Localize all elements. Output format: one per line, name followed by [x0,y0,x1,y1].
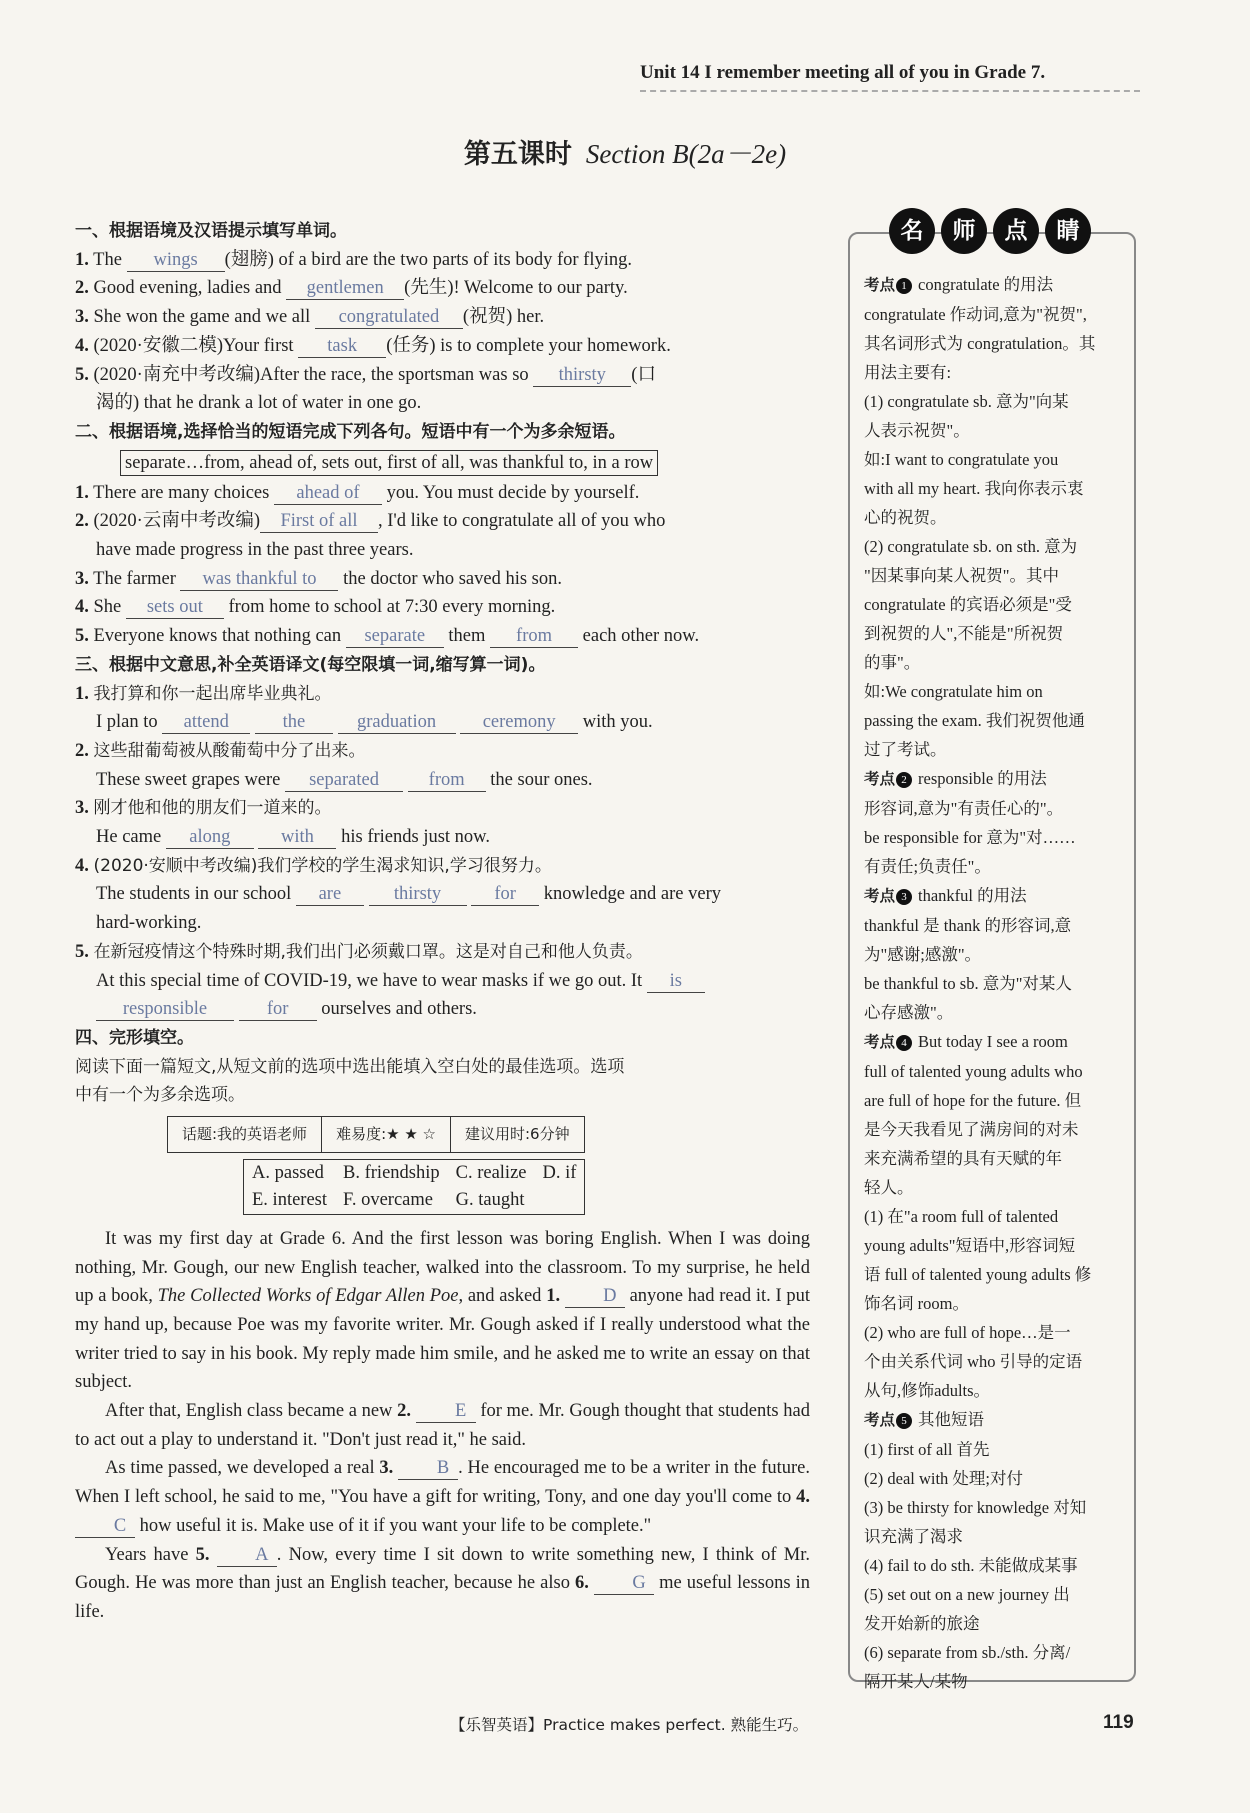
tip-line: 来充满希望的具有天赋的年 [864,1149,1062,1168]
s1-q1: 1. The wings (翅膀) of a bird are the two parts of its body for flying. [75,249,632,270]
tip-line: (2) who are full of hope…是一 [864,1323,1071,1342]
s1-q5-cont: 渴的) that he drank a lot of water in one go. [96,393,422,414]
section3-heading: 三、根据中文意思,补全英语译文(每空限填一词,缩写算一词)。 [75,654,546,675]
tip-line: 轻人。 [864,1178,914,1197]
tip-line: 有责任;负责任"。 [864,857,991,876]
lesson-title-cn: 第五课时 [463,139,572,169]
tip-line: 人表示祝贺"。 [864,421,970,440]
lesson-title [0,132,1250,171]
footer-slogan: 【乐智英语】Practice makes perfect. 熟能生巧。 [450,1716,809,1734]
tip-line: (1) congratulate sb. 意为"向某 [864,392,1069,411]
answer-blank: D [565,1285,625,1308]
cloze-paragraph-1: It was my first day at Grade 6. And the first lesson was boring English. When I was doing nothing, Mr. Gough, our new English teacher, walked into the classroom. To my surprise, he held up a book, The Collected Works of Edgar Allen Poe, and asked 1. D anyone had read it. I put my hand up, because Poe was my favorite writer. Mr. Gough asked if I really understood what the writer tried to say in his book. My reply made him smile, and he asked me to write an essay on that subject. [75,1228,811,1393]
tip-line: thankful 是 thank 的形容词,意 [864,916,1072,935]
exercise-column [75,217,810,1627]
tip-line: 从句,修饰adults。 [864,1381,991,1400]
tip-line: (2) deal with 处理;对付 [864,1469,1024,1488]
s4-instructions: 阅读下面一篇短文,从短文前的选项中选出能填入空白处的最佳选项。选项 [75,1056,625,1077]
tip-line: 隔开某人/某物 [864,1672,968,1691]
tip-line: (1) 在"a room full of talented [864,1207,1059,1226]
answer-blank: graduation [338,711,456,734]
option: B. friendship [343,1162,440,1183]
tip-line: 的事"。 [864,653,921,672]
kp3-title: 考点 3 thankful 的用法 [864,886,1027,905]
answer-blank: along [166,826,254,849]
tip-line: congratulate 作动词,意为"祝贺", [864,305,1087,324]
tip-line: are full of hope for the future. 但 [864,1091,1082,1110]
topic-cell: 话题:我的英语老师 [168,1117,322,1153]
answer-blank: First of all [260,510,378,533]
kp5-title: 考点 5 其他短语 [864,1410,985,1429]
kp5-body [864,1435,1122,1696]
answer-blank: ahead of [274,482,382,505]
tip-line: with all my heart. 我向你表示衷 [864,479,1084,498]
s2-q3: 3. The farmer was thankful to the doctor who saved his son. [75,568,562,589]
answer-blank: B [398,1457,458,1480]
section2-heading: 二、根据语境,选择恰当的短语完成下列各句。短语中有一个为多余短语。 [75,421,626,442]
tip-line: (5) set out on a new journey 出 [864,1585,1070,1604]
tip-line: 心存感激"。 [864,1003,954,1022]
tips-badge: 名 师 点 睛 [880,208,1100,252]
s1-q4: 4. (2020·安徽二模)Your first task (任务) is to complete your homework. [75,335,671,356]
answer-blank: congratulated [315,306,463,329]
answer-blank: from [408,769,486,792]
unit-header: Unit 14 I remember meeting all of you in Grade 7. [640,62,1140,92]
s3-q2-cn: 2. 这些甜葡萄被从酸葡萄中分了出来。 [75,740,366,761]
cloze-paragraph-3: As time passed, we developed a real 3. B . He encouraged me to be a writer in the future. When I left school, he said to me, "You have a gift for writing, Tony, and one day you'll come to 4. C how useful it is. Make use of it if you want your life to be complete." [75,1458,811,1536]
answer-blank: responsible [96,998,234,1021]
answer-blank: separated [285,769,403,792]
answer-blank: the [255,711,333,734]
tip-line: 语 full of talented young adults 修 [864,1265,1092,1284]
phrase-box: separate…from, ahead of, sets out, first of all, was thankful to, in a row [120,450,658,476]
tip-line: 如:We congratulate him on [864,682,1043,701]
answer-blank: for [471,883,539,906]
tip-line: (6) separate from sb./sth. 分离/ [864,1643,1071,1662]
answer-blank: from [490,625,578,648]
s3-q2-en: These sweet grapes were separated from the sour ones. [96,769,593,790]
teacher-tips-panel [848,217,1136,1691]
tip-line: full of talented young adults who [864,1062,1083,1081]
difficulty-cell: 难易度:★ ★ ☆ [322,1117,451,1153]
kp1-body [864,300,1122,764]
tip-line: 形容词,意为"有责任心的"。 [864,799,1064,818]
tip-line: (2) congratulate sb. on sth. 意为 [864,537,1078,556]
tip-line: 饰名词 room。 [864,1294,969,1313]
option: F. overcame [343,1189,433,1210]
s3-q4-cont: hard-working. [96,913,202,934]
cloze-paragraph-4: Years have 5. A . Now, every time I sit down to write something new, I think of Mr. Gough. He was more than just an English teacher, because he also 6. G me useful lessons in life. [75,1544,811,1622]
s2-q5: 5. Everyone knows that nothing can separate them from each other now. [75,626,700,647]
tip-line: "因某事向某人祝贺"。其中 [864,566,1059,585]
tip-line: congratulate 的宾语必须是"受 [864,595,1072,614]
answer-blank: ceremony [460,711,578,734]
answer-blank: are [296,883,364,906]
s2-q2: 2. (2020·云南中考改编) First of all , I'd like to congratulate all of you who [75,511,666,532]
kp3-body [864,911,1122,1027]
answer-blank: E [416,1400,476,1423]
kp4-body [864,1057,1122,1405]
tip-line: 发开始新的旅途 [864,1614,980,1633]
answer-blank: is [647,970,705,993]
page-number: 119 [1103,1712,1134,1733]
tip-line: 过了考试。 [864,740,947,759]
s1-q3: 3. She won the game and we all congratulated (祝贺) her. [75,307,545,328]
answer-blank: sets out [126,596,224,619]
time-cell: 建议用时:6分钟 [451,1117,585,1153]
kp2-body [864,794,1122,881]
kp2-title: 考点 2 responsible 的用法 [864,769,1047,788]
answer-blank: gentlemen [286,277,404,300]
option: A. passed [252,1162,324,1183]
s3-q5-en-cont: responsible for ourselves and others. [75,995,810,1024]
tip-line: 识充满了渴求 [864,1527,963,1546]
tip-line: (4) fail to do sth. 未能做成某事 [864,1556,1078,1575]
s3-q4-cn: 4. (2020·安顺中考改编)我们学校的学生渴求知识,学习很努力。 [75,855,552,876]
tip-line: passing the exam. 我们祝贺他通 [864,711,1085,730]
option: G. taught [455,1189,525,1210]
s3-q4-en: The students in our school are thirsty for knowledge and are very [96,884,721,905]
tip-line: 为"感谢;感激"。 [864,945,982,964]
s3-q5-cn: 5. 在新冠疫情这个特殊时期,我们出门必须戴口罩。这是对自己和他人负责。 [75,941,643,962]
s1-q5: 5. (2020·南充中考改编)After the race, the sportsman was so thirsty (口 [75,364,656,385]
option: C. realize [455,1162,527,1183]
tip-line: 个由关系代词 who 引导的定语 [864,1352,1083,1371]
tip-line: 如:I want to congratulate you [864,450,1059,469]
kp1-title: 考点 1 congratulate 的用法 [864,275,1054,294]
s3-q5-en: At this special time of COVID-19, we have to wear masks if we go out. It is [75,967,810,996]
lesson-title-en: Section B(2a－2e) [585,139,787,169]
s3-q3-cn: 3. 刚才他和他的朋友们一道来的。 [75,798,332,819]
section1-heading: 一、根据语境及汉语提示填写单词。 [75,221,347,241]
tip-line: (3) be thirsty for knowledge 对知 [864,1498,1087,1517]
answer-blank: C [75,1515,135,1538]
options-box [243,1159,585,1215]
s2-q2-cont: have made progress in the past three years. [96,540,414,561]
tip-line: be thankful to sb. 意为"对某人 [864,974,1072,993]
kp4-title: 考点 4 But today I see a room [864,1032,1068,1051]
answer-blank: thirsty [369,883,467,906]
answer-blank: separate [346,625,444,648]
answer-blank: for [239,998,317,1021]
info-table [167,1116,585,1153]
option: D. if [542,1162,577,1183]
s2-q4: 4. She sets out from home to school at 7:30 every morning. [75,597,556,618]
s4-instructions-cont: 中有一个为多余选项。 [75,1085,245,1106]
s3-q3-en: He came along with his friends just now. [96,827,490,848]
answer-blank: was thankful to [180,568,338,591]
answer-blank: wings [127,249,225,272]
tip-line: be responsible for 意为"对…… [864,828,1076,847]
answer-blank: with [258,826,336,849]
answer-blank: attend [162,711,250,734]
option: E. interest [252,1189,328,1210]
tip-line: 心的祝贺。 [864,508,947,527]
answer-blank: task [298,335,386,358]
tip-line: (1) first of all 首先 [864,1440,990,1459]
s2-q1: 1. There are many choices ahead of you. You must decide by yourself. [75,482,640,503]
s3-q1-en: I plan to attend the graduation ceremony with you. [96,712,653,733]
section4-heading: 四、完形填空。 [75,1027,194,1048]
tip-line: young adults"短语中,形容词短 [864,1236,1076,1255]
tip-line: 用法主要有: [864,363,952,382]
cloze-paragraph-2: After that, English class became a new 2. E for me. Mr. Gough thought that students had to act out a play to understand it. "Don't just read it," he said. [75,1401,810,1450]
s3-q1-cn: 1. 我打算和你一起出席毕业典礼。 [75,683,332,704]
tip-line: 其名词形式为 congratulation。其 [864,334,1096,353]
s1-q2: 2. Good evening, ladies and gentlemen (先生)! Welcome to our party. [75,278,628,299]
answer-blank: thirsty [533,364,631,387]
tip-line: 到祝贺的人",不能是"所祝贺 [864,624,1064,643]
answer-blank: A [217,1544,277,1567]
answer-blank: G [594,1572,654,1595]
tip-line: 是今天我看见了满房间的对未 [864,1120,1079,1139]
